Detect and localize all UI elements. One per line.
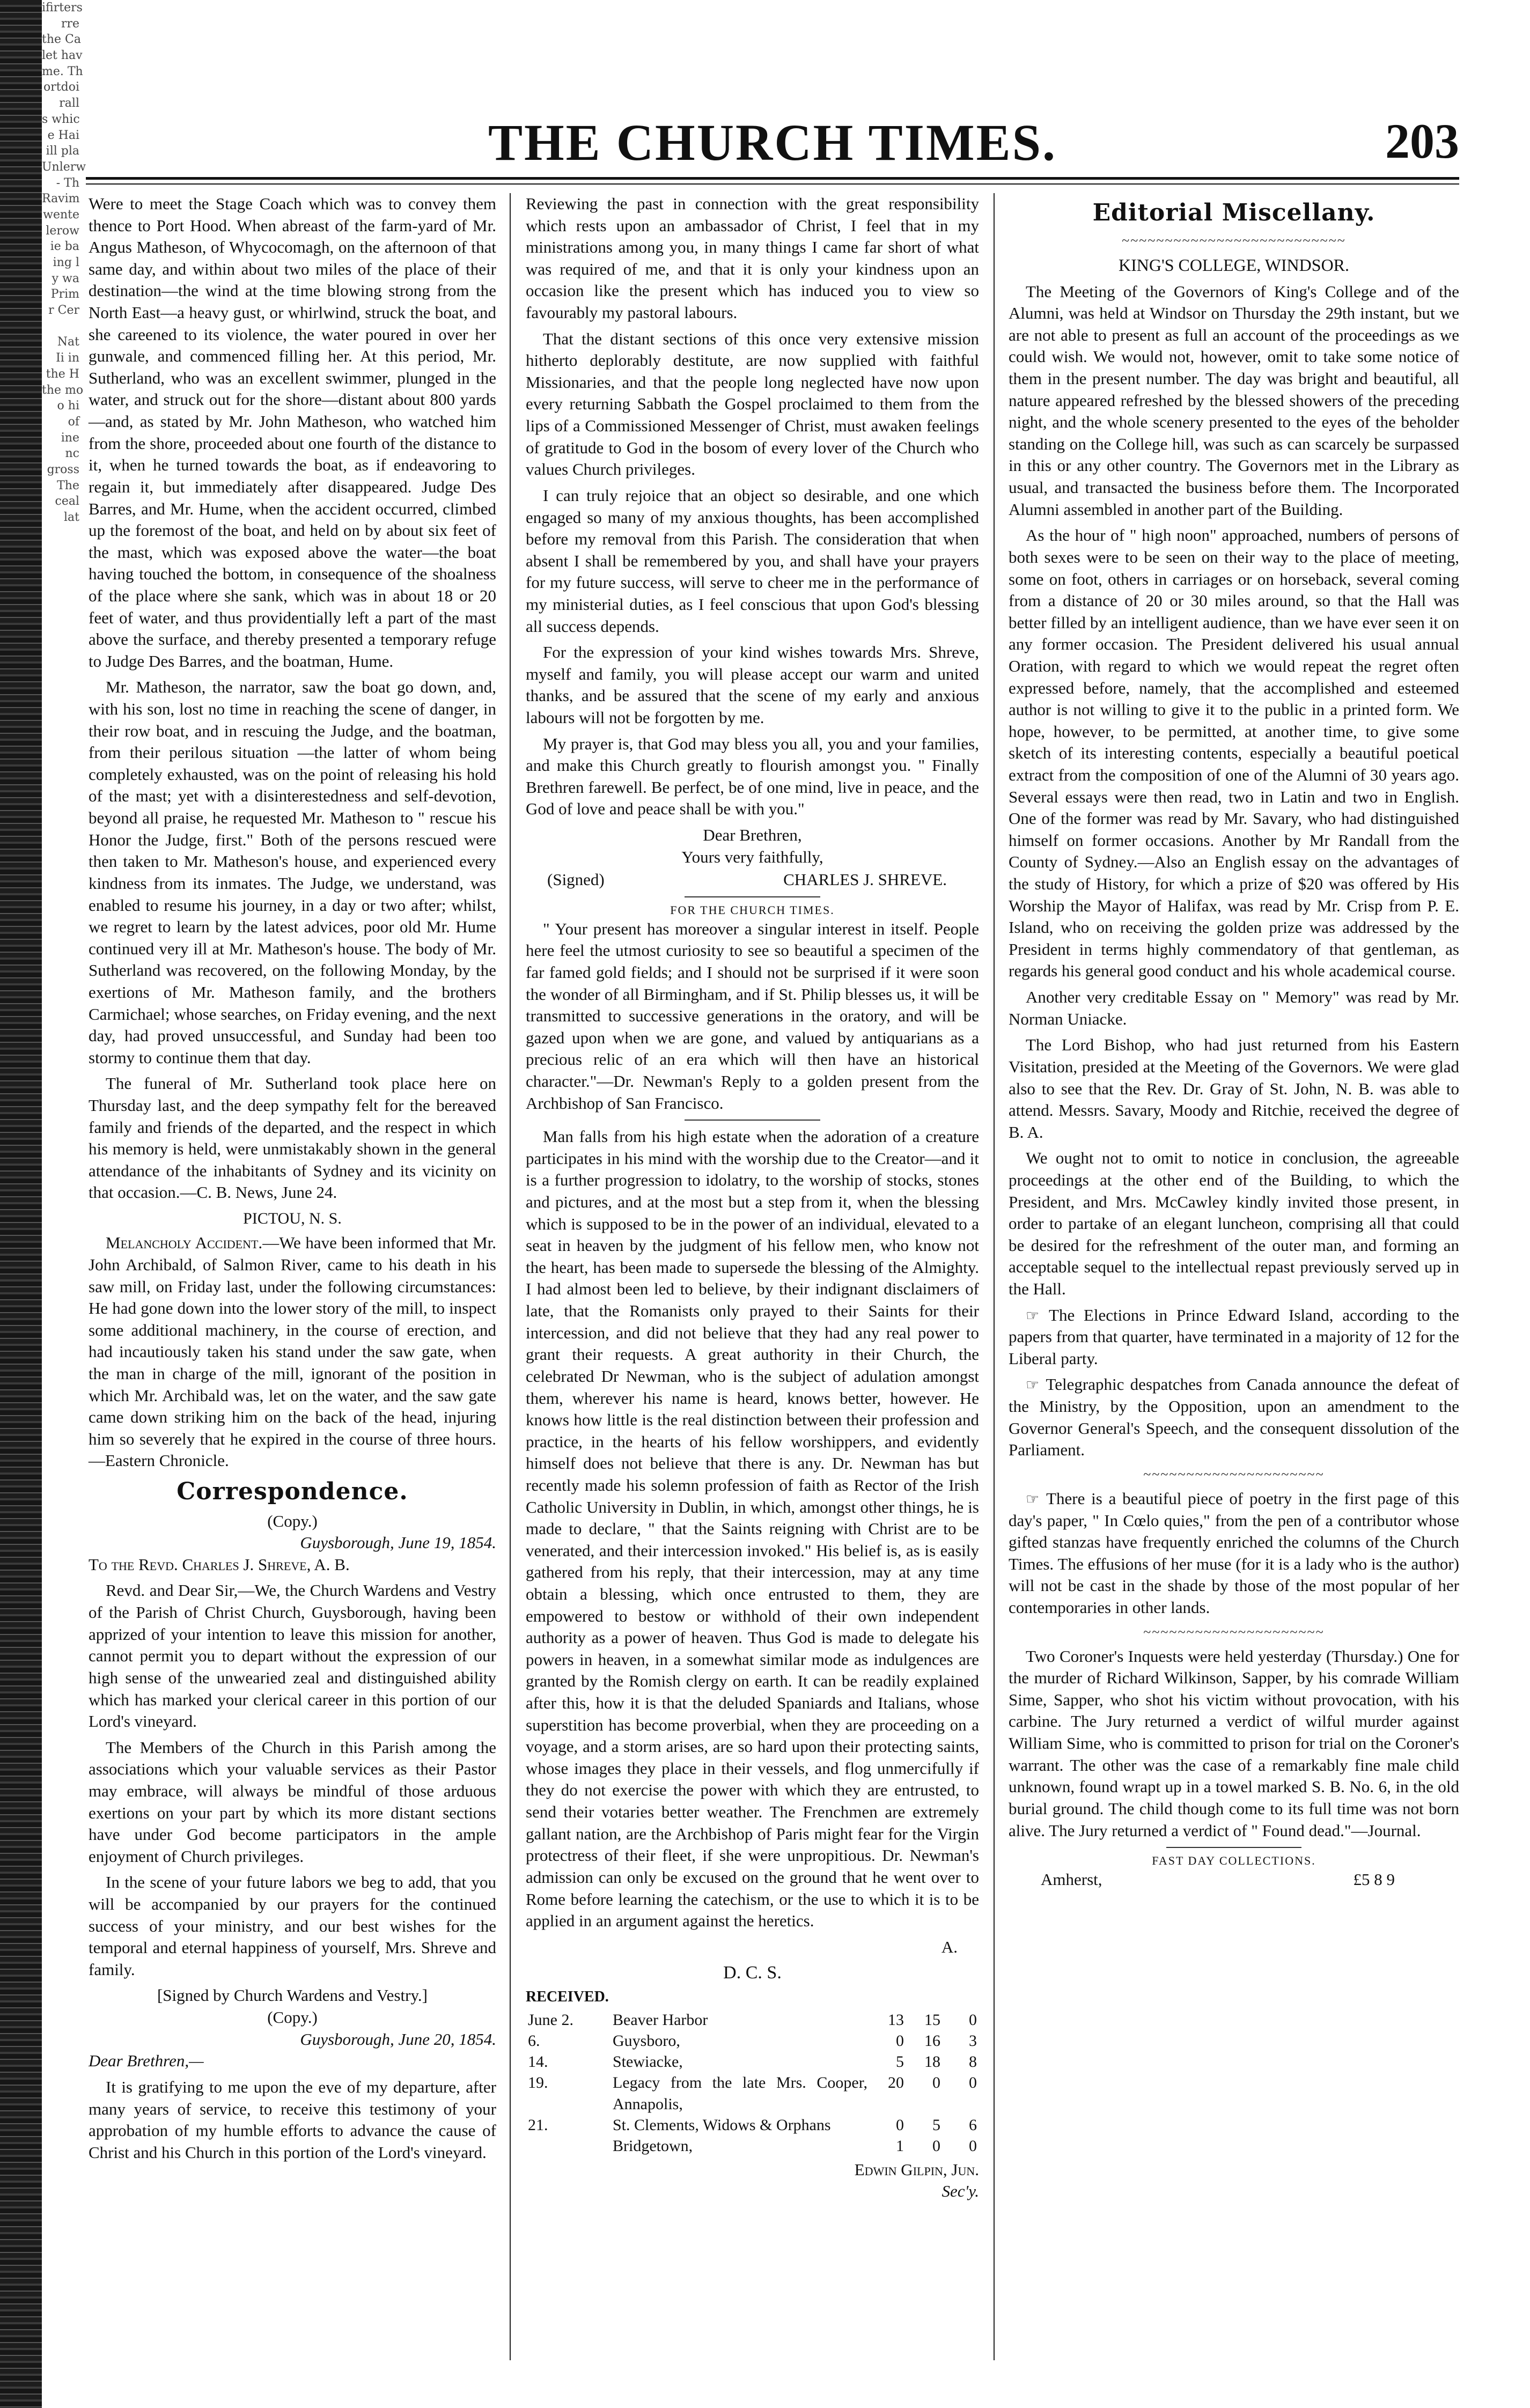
article-paragraph: Were to meet the Stage Coach which was to convey them thence to Port Hood. When abreast of the farm-yard of Mr. Angus Matheson, of Whycocomagh, on the afternoon of that same day, and within about two miles of the place of their destination—the wind at the time blowing strong from the North East—a heavy gust, or whirlwind, struck the boat, and she careened to its violence, the water poured in over her gunwale, and commenced filling her. At this period, Mr. Sutherland, who was an excellent swimmer, plunged in the water, and struck out for the shore—distant about 800 yards—and, as stated by Mr. John Matheson, who watched him from the shore, proceeded about one fourth of the distance to it, when he turned towards the boat, as if endeavoring to regain it, but immediately after disappeared. Judge Des Barres, and Mr. Hume, when the accident occurred, climbed up the foremost of the boat, and held on by about six feet of the mast, which was exposed above the water—the boat having touched the bottom, in consequence of the shoalness of the place where she sank, which was in about 18 or 20 feet of water, and thus providentially left a part of the mast above the surface, and thereby presented a temporary refuge to Judge Des Barres, and the boatman, Hume. bbox=[89, 194, 496, 671]
edge-fragment: - Th bbox=[56, 176, 79, 190]
column-3 bbox=[1009, 193, 1459, 2366]
donation-shillings: 16 bbox=[924, 2031, 940, 2050]
donation-pounds: 20 bbox=[888, 2074, 904, 2092]
donation-pounds: 1 bbox=[896, 2137, 904, 2155]
edge-fragment bbox=[42, 319, 79, 335]
letter-paragraph: It is gratifying to me upon the eve of my departure, after many years of service, to receive this testimony of your approbation of my humble efforts to advance the cause of Christ and his Church in this portion of the Lord's vineyard. bbox=[89, 2077, 496, 2162]
donation-date: 6. bbox=[528, 2031, 540, 2050]
article-text: There is a beautiful piece of poetry in the first page of this day's paper, " In Cœlo quies," from the pen of a contributor whose gifted stanzas have frequently enriched the columns of the Church Times. The effusions of her muse (for it is a lady who is the author) will not be cast in the shade by those of the most popular of her contemporaries in other lands. bbox=[1009, 1489, 1459, 1617]
donation-shillings: 5 bbox=[932, 2116, 940, 2134]
page-number: 203 bbox=[1385, 114, 1459, 168]
byline: FOR THE CHURCH TIMES. bbox=[670, 903, 835, 917]
letter-paragraph: Reviewing the past in connection with the great responsibility which rests upon an ambassador of Christ, I feel that in my ministrations among you, in many things I came far short of what was required of me, and that it is only your kindness upon an occasion like the present which has induced you to view so favourably my pastoral labours. bbox=[526, 194, 979, 322]
copy-label: (Copy.) bbox=[267, 1511, 318, 1530]
donation-shillings: 15 bbox=[924, 2011, 940, 2029]
article-paragraph: As the hour of " high noon" approached, numbers of persons of both sexes were to be seen on their way to the place of meeting, some on foot, others in carriages or on horseback, several coming from a distance of 20 or 30 miles around, so that the Hall was better filled by an intelligent audience, than we have ever seen it on any former occasion. The President delivered his usual annual Oration, with regard to which we would repeat the regret often expressed before, namely, that the accomplished and esteemed author is not willing to give it to the public in a printed form. We hope, however, to be permitted, at another time, to give some sketch of its interesting contents, especially a beautiful poetical extract from the composition of one of the Alumni of 30 years ago. Several essays were then read, two in Latin and two in English. One of the former was read by Mr. Savary, who had distinguished himself on former occasions. Another by Mr Randall from the County of Sydney.—Also an English essay on the advantages of the study of History, for which a prize of $20 was offered by His Worship the Mayor of Halifax, was read by Mr. Crisp from P. E. Island, who on receiving the golden prize was addressed by the President in terms highly commendatory of that gentleman, as regards his general good conduct and his whole academical course. bbox=[1009, 526, 1459, 981]
donations-table bbox=[526, 2009, 979, 2157]
letter-salutation: Dear Brethren,— bbox=[89, 2051, 204, 2071]
letter-paragraph: Revd. and Dear Sir,—We, the Church Wardens and Vestry of the Parish of Christ Church, Guysborough, having been apprized of your intention to leave this mission for another, cannot permit you to depart without the expression of our high sense of the unwearied zeal and distinguished ability which has marked your clerical career in this portion of our Lord's vineyard. bbox=[89, 1581, 496, 1731]
received-heading: RECEIVED. bbox=[526, 1988, 609, 2005]
donation-shillings: 18 bbox=[924, 2053, 940, 2071]
edge-fragment: ine bbox=[61, 431, 79, 445]
copy-label: (Copy.) bbox=[267, 2008, 318, 2027]
header-rule bbox=[86, 177, 1459, 180]
section-divider bbox=[1166, 1847, 1301, 1848]
donation-name: Bridgetown, bbox=[613, 2137, 693, 2155]
collections-heading: FAST DAY COLLECTIONS. bbox=[1152, 1854, 1316, 1868]
edge-fragment: ie ba bbox=[50, 240, 79, 254]
article-text: —We have been informed that Mr. John Archibald, of Salmon River, came to his death in his saw mill, on Friday last, under the following circumstances: He had gone down into the lower story of the mill, to inspect some additional machinery, in the course of erection, and had incautiously taken his stand under the saw gate, when the man in charge of the mill, ignorant of the position in which Mr. Archibald was, let on the water, and the saw gate came down striking him on the back of the head, injuring him so severely that he expired in the course of three hours.—Eastern Chronicle. bbox=[89, 1233, 496, 1470]
article-paragraph: Mr. Matheson, the narrator, saw the boat go down, and, with his son, lost no time in reaching the scene of danger, in their row boat, and in rescuing the Judge, and the boatman, from their perilous situation —the latter of whom being completely exhausted, was on the point of releasing his hold of the mast; yet with a disinterestedness and self-devotion, beyond all praise, he requested Mr. Matheson to " rescue his Honor the Judge, first." Both of the persons rescued were then taken to Mr. Matheson's house, and experienced every kindness from its inmates. The Judge, we understand, was enabled to resume his journey, in a day or two after; whilst, we regret to learn by the latest advices, poor old Mr. Hume continued very ill at Mr. Matheson's house. The body of Mr. Sutherland was recovered, on the following Monday, by the exertions of Mr. Matheson family, and the brothers Carmichael; whose searches, on Friday evening, and the next day, had proved unsuccessful, and Sunday had been too stormy to continue them that day. bbox=[89, 678, 496, 1067]
column-1 bbox=[89, 193, 496, 2366]
edge-fragment: ill pla bbox=[46, 144, 79, 158]
donation-row bbox=[526, 2072, 979, 2115]
donation-name: Beaver Harbor bbox=[613, 2011, 708, 2029]
edge-fragment: Nat bbox=[57, 335, 79, 349]
edge-fragment: rre bbox=[61, 17, 79, 31]
section-heading-correspondence: Correspondence. bbox=[176, 1478, 408, 1506]
edge-fragment: let hav bbox=[42, 49, 83, 63]
pointing-hand-icon: ☞ bbox=[1026, 1306, 1049, 1324]
donation-date: 19. bbox=[528, 2074, 548, 2092]
signed-name: CHARLES J. SHREVE. bbox=[783, 870, 947, 889]
letter-signature: [Signed by Church Wardens and Vestry.] bbox=[157, 1986, 428, 2005]
letter-closing: Dear Brethren, bbox=[703, 826, 802, 845]
edge-fragment: lat bbox=[64, 511, 79, 524]
donation-row bbox=[526, 2135, 979, 2156]
donation-pounds: 0 bbox=[896, 2116, 904, 2134]
ornamental-rule: ~~~~~~~~~~~~~~~~~~~~~ bbox=[1143, 1624, 1325, 1640]
page-binding-shadow bbox=[0, 0, 42, 2408]
donation-date: 21. bbox=[528, 2116, 548, 2134]
donation-name: Guysboro, bbox=[613, 2031, 680, 2050]
edge-fragment: of bbox=[68, 415, 79, 429]
ornamental-rule: ~~~~~~~~~~~~~~~~~~~~~~~~~~ bbox=[1122, 232, 1346, 248]
donation-pence: 6 bbox=[969, 2116, 977, 2134]
article-paragraph: The Lord Bishop, who had just returned from his Eastern Visitation, presided at the Meeting of the Governors. We were glad also to see that the Rev. Dr. Gray of St. John, N. B. was able to attend. Messrs. Savary, Moody and Ritchie, received the degree of B. A. bbox=[1009, 1035, 1459, 1142]
edge-fragment: me. Th bbox=[42, 64, 83, 78]
letter-dateline: Guysborough, June 19, 1854. bbox=[300, 1533, 496, 1552]
edge-fragment: ortdoi bbox=[43, 80, 79, 94]
edge-fragment: Unlerw bbox=[42, 160, 86, 174]
article-paragraph: Another very creditable Essay on " Memory" was read by Mr. Norman Uniacke. bbox=[1009, 988, 1459, 1028]
section-dateline: PICTOU, N. S. bbox=[243, 1210, 342, 1228]
header-rule-thin bbox=[86, 183, 1459, 185]
donation-row bbox=[526, 2115, 979, 2135]
letter-paragraph: In the scene of your future labors we beg to add, that you will be accompanied by our prayers for the continued success of your ministry, and our best wishes for the temporal and eternal happiness of yourself, Mrs. Shreve and family. bbox=[89, 1873, 496, 1979]
article-paragraph: Man falls from his high estate when the adoration of a creature participates in his mind with the worship due to the Creator—and it is a further progression to idolatry, to the worship of stocks, stones and pictures, and at the most but a step from it, when the blessing which is supposed to be in the power of an individual, elevated to a seat in heaven by the judgment of his fellow men, who know not the heart, has been made to supersede the blessing of the Almighty. I had almost been led to believe, by their indignant disclaimers of late, that the Romanists only prayed to their Saints for their intercession, and did not believe that they had any real power to grant their requests. A great authority in their Church, the celebrated Dr Newman, who is the subject of adulation amongst them, wherever his name is heard, knows better, however. He knows how little is the real distinction between their profession and practice, in the hearts of his fellow worshippers, and evidently himself does not believe that there is any. Dr. Newman has but recently made his solemn profession of faith as Rector of the Irish Catholic University in Dublin, in which, amongst other things, he is made to declare, " that the Saints reigning with Christ are to be venerated, and their intercession invoked." His belief is, as is easily gathered from his reply, that their intercession, may at any time obtain a blessing, which once entrusted to them, they are empowered to bestow or withhold of their own independent authority as a power of heaven. Thus God is made to delegate his powers in heaven, in a somewhat similar mode as indulgences are granted by the Romish clergy on earth. It can be readily explained after this, how it is that the deluded Spaniards and Italians, whose superstition has become proverbial, when they are proceeding on a voyage, and a storm arises, are so hard upon their protecting saints, whose images they place in their vessels, and flog unmercifully if they do not exercise the power with which they are entrusted, to send their votaries better weather. The Frenchmen are extremely gallant nation, are the Archbishop of Paris might fear for the Virgin protectress of their fleet, if she were unpropitious. Dr. Newman's admission can only be excused on the ground that he went over to Rome before learning the catechism, or the use to which it is to be applied in an argument against the heretics. bbox=[526, 1127, 979, 1931]
donation-row bbox=[526, 2051, 979, 2072]
pointing-hand-icon: ☞ bbox=[1026, 1490, 1047, 1508]
edge-fragment: nc bbox=[65, 447, 79, 461]
signed-label: (Signed) bbox=[547, 870, 605, 889]
edge-fragment: the H bbox=[46, 367, 79, 381]
donation-row bbox=[526, 2009, 979, 2030]
edge-fragment: o hi bbox=[57, 399, 79, 413]
quote-paragraph: " Your present has moreover a singular interest in itself. People here feel the utmost curiosity to see so beautiful a specimen of the far famed gold fields; and I should not be surprised if it were soon the wonder of all Birmingham, and if St. Philip blesses us, it will be transmitted to successive generations in the oratory, and will be gazed upon when we are gone, and valued by antiquarians as a precious relic of an era which will then have an historical character."—Dr. Newman's Reply to a golden present from the Archbishop of San Francisco. bbox=[526, 919, 979, 1113]
society-heading: D. C. S. bbox=[723, 1963, 782, 1983]
collection-row bbox=[1009, 1869, 1459, 1891]
donation-pence: 0 bbox=[969, 2137, 977, 2155]
article-paragraph bbox=[89, 1232, 496, 1472]
article-paragraph bbox=[1009, 1488, 1459, 1619]
donation-date: June 2. bbox=[528, 2011, 573, 2029]
donation-pence: 0 bbox=[969, 2074, 977, 2092]
letter-paragraph: The Members of the Church in this Parish among the associations which your valuable services as their Pastor may embrace, will always be mindful of those arduous exertions on your part by which its more distant sections have under God become participators in the ample enjoyment of Church privileges. bbox=[89, 1737, 496, 1866]
edge-fragment: the Ca bbox=[42, 33, 81, 47]
treasurer-name: Edwin Gilpin, Jun. bbox=[854, 2160, 979, 2179]
article-paragraph: We ought not to omit to notice in conclusion, the agreeable proceedings at the other end of the Building, to which the President, and Mrs. McCawley kindly invited those present, in order to partake of an elegant luncheon, comprising all that could be desired for the refreshment of the outer man, and forming an acceptable sequel to the intellectual repast previously served up in the Hall. bbox=[1009, 1148, 1459, 1298]
letter-addressee: To the Revd. Charles J. Shreve, A. B. bbox=[89, 1555, 350, 1574]
letter-closing: Yours very faithfully, bbox=[681, 847, 823, 866]
donation-shillings: 0 bbox=[932, 2074, 940, 2092]
letter-signature-line bbox=[526, 869, 979, 891]
edge-fragment: Ravim bbox=[42, 192, 80, 206]
edge-fragment: r Cer bbox=[48, 304, 79, 318]
letter-paragraph: My prayer is, that God may bless you all, you and your families, and make this Church greatly to flourish amongst you. " Finally Brethren farewell. Be perfect, be of one mind, live in peace, and the God of love and peace shall be with you." bbox=[526, 734, 979, 819]
article-heading: KING'S COLLEGE, WINDSOR. bbox=[1118, 255, 1350, 275]
article-lead: Melancholy Accident. bbox=[106, 1233, 263, 1253]
edge-fragment: ceal bbox=[55, 495, 79, 509]
donation-pounds: 13 bbox=[888, 2011, 904, 2029]
article-paragraph: Two Coroner's Inquests were held yesterday (Thursday.) One for the murder of Richard Wilkinson, Sapper, by his comrade William Sime, Sapper, who shot his victim without provocation, with his carbine. The Jury returned a verdict of wilful murder against William Sime, who is committed to prison for trial on the Coroner's warrant. The other was the case of a remarkably fine male child unknown, found wrapt up in a towel marked S. B. No. 6, in the old burial ground. The child though come to its full time was not born alive. The Jury returned a verdict of " Found dead."—Journal. bbox=[1009, 1646, 1459, 1840]
newspaper-title: THE CHURCH TIMES. bbox=[488, 114, 1057, 171]
edge-fragment: y wa bbox=[52, 271, 79, 285]
letter-dateline: Guysborough, June 20, 1854. bbox=[300, 2029, 496, 2049]
donation-name: St. Clements, Widows & Orphans bbox=[613, 2116, 831, 2134]
edge-fragment: The bbox=[57, 478, 79, 492]
donation-date: 14. bbox=[528, 2053, 548, 2071]
page-header bbox=[86, 86, 1459, 171]
edge-fragment: the mo bbox=[42, 383, 84, 397]
letter-paragraph: I can truly rejoice that an object so desirable, and one which engaged so many of my anxious thoughts, has been accomplished before my removal from this Parish. The consideration that when absent I shall be remembered by you, and shall have your prayers for my future success, will serve to cheer me in the performance of my ministerial duties, as I feel conscious that upon God's blessing all success depends. bbox=[526, 485, 979, 636]
collection-place: Amherst, bbox=[1041, 1869, 1102, 1889]
edge-fragment: Prim bbox=[50, 288, 79, 301]
article-paragraph bbox=[1009, 1305, 1459, 1370]
article-text: The Elections in Prince Edward Island, according to the papers from that quarter, have terminated in a majority of 12 for the Liberal party. bbox=[1009, 1305, 1459, 1368]
article-signoff: A. bbox=[941, 1937, 958, 1956]
adjacent-page-edge-text bbox=[42, 0, 86, 2408]
donation-date bbox=[526, 2135, 610, 2156]
donation-pounds: 0 bbox=[896, 2031, 904, 2050]
letter-paragraph: For the expression of your kind wishes towards Mrs. Shreve, myself and family, you will please accept our warm and united thanks, and be assured that the scene of my early and anxious labours will not be forgotten by me. bbox=[526, 643, 979, 727]
letter-paragraph: That the distant sections of this once very extensive mission hitherto deplorably destitute, are now supplied with faithful Missionaries, and that the people long neglected have now upon every returning Sabbath the Gospel proclaimed to them from the lips of a Commissioned Messenger of Christ, must awaken feelings of gratitude to God in the bosom of every lover of the Church who values Church privileges. bbox=[526, 329, 979, 479]
treasurer-title: Sec'y. bbox=[941, 2182, 979, 2201]
donation-row bbox=[526, 2030, 979, 2051]
edge-fragment: wente bbox=[43, 208, 79, 222]
article-text: Telegraphic despatches from Canada announce the defeat of the Ministry, by the Opposition, upon an amendment to the Governor General's Speech, and the consequent dissolution of the Parliament. bbox=[1009, 1375, 1459, 1460]
edge-fragment: s whic bbox=[42, 112, 80, 126]
pointing-hand-icon: ☞ bbox=[1026, 1376, 1046, 1394]
donation-pounds: 5 bbox=[896, 2053, 904, 2071]
column-2 bbox=[526, 193, 979, 2366]
section-divider bbox=[685, 896, 821, 897]
ornamental-rule: ~~~~~~~~~~~~~~~~~~~~~ bbox=[1143, 1466, 1325, 1482]
edge-fragment: lerow bbox=[46, 224, 79, 238]
donation-pence: 8 bbox=[969, 2053, 977, 2071]
donation-pence: 0 bbox=[969, 2011, 977, 2029]
edge-fragment: gross bbox=[47, 462, 79, 476]
edge-fragment: rall bbox=[59, 97, 79, 111]
donation-name: Stewiacke, bbox=[613, 2053, 683, 2071]
article-paragraph: The funeral of Mr. Sutherland took place here on Thursday last, and the deep sympathy felt for the bereaved family and friends of the departed, and the respect in which his memory is held, were unmistakably shown in the general attendance of the inhabitants of Sydney and its vicinity on that occasion.—C. B. News, June 24. bbox=[89, 1074, 496, 1202]
donation-pence: 3 bbox=[969, 2031, 977, 2050]
edge-fragment: ifirters bbox=[42, 1, 83, 14]
article-paragraph bbox=[1009, 1374, 1459, 1461]
donation-name: Legacy from the late Mrs. Cooper, Annapolis, bbox=[613, 2074, 867, 2113]
section-heading-editorial: Editorial Miscellany. bbox=[1092, 199, 1375, 226]
edge-fragment: Ii in bbox=[56, 351, 79, 365]
edge-fragment: e Hai bbox=[47, 128, 79, 142]
collection-amount: £5 8 9 bbox=[1353, 1869, 1395, 1889]
column-divider-2 bbox=[994, 193, 995, 2360]
column-divider-1 bbox=[510, 193, 511, 2360]
donation-shillings: 0 bbox=[932, 2137, 940, 2155]
edge-fragment: ing l bbox=[53, 256, 79, 269]
article-paragraph: The Meeting of the Governors of King's College and of the Alumni, was held at Windsor on Thursday the 29th instant, but we are not able to present as full an account of the proceedings as we could wish. We would not, however, omit to take some notice of them in the present number. The day was bright and beautiful, all nature appeared refreshed by the blessed showers of the preceding night, and the whole scenery presented to the eyes of the beholder standing on the College hill, was such as can scarcely be surpassed in this or any other country. The Governors met in the Library as usual, and transacted the business before them. The Incorporated Alumni assembled in another part of the Building. bbox=[1009, 282, 1459, 519]
section-divider bbox=[685, 1120, 821, 1121]
